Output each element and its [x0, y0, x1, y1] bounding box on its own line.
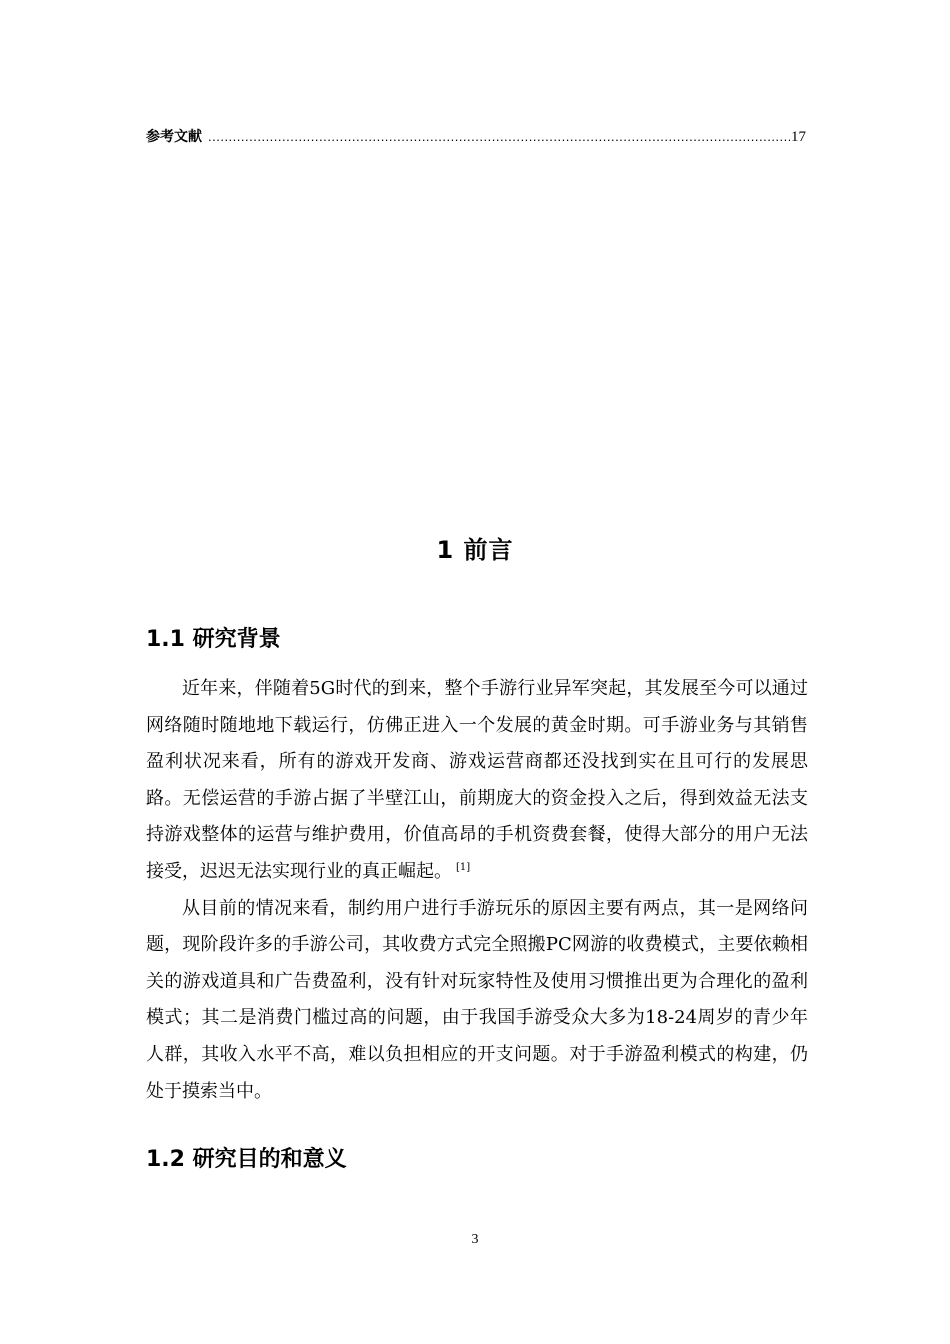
section-body-background	[146, 671, 808, 1110]
body-paragraph	[146, 671, 808, 891]
body-paragraph	[146, 891, 808, 1111]
page-number: 3	[471, 1232, 479, 1247]
section-heading-background: 1.1 研究背景	[146, 627, 281, 652]
citation-marker[interactable]: [1]	[456, 861, 471, 873]
toc-entry-page-number: 17	[791, 129, 806, 145]
toc-entry-label: 参考文献	[146, 129, 202, 145]
section-heading-purpose: 1.2 研究目的和意义	[146, 1147, 347, 1172]
paragraph-text: 近年来，伴随着5G时代的到来，整个手游行业异军突起，其发展至今可以通过网络随时随地地下载运行，仿佛正进入一个发展的黄金时期。可手游业务与其销售盈利状况来看，所有的游戏开发商、游戏运营商都还没找到实在且可行的发展思路。无偿运营的手游占据了半壁江山，前期庞大的资金投入之后，得到效益无法支持游戏整体的运营与维护费用，价值高昂的手机资费套餐，使得大部分的用户无法接受，迟迟无法实现行业的真正崛起。	[146, 678, 808, 882]
toc-entry-references[interactable]	[146, 126, 806, 150]
chapter-heading: 1 前言	[436, 536, 514, 564]
paragraph-text: 从目前的情况来看，制约用户进行手游玩乐的原因主要有两点，其一是网络问题，现阶段许多的手游公司，其收费方式完全照搬PC网游的收费模式，主要依赖相关的游戏道具和广告费盈利，没有针对玩家特性及使用习惯推出更为合理化的盈利模式；其二是消费门槛过高的问题，由于我国手游受众大多为18-24周岁的青少年人群，其收入水平不高，难以负担相应的开支问题。对于手游盈利模式的构建，仍处于摸索当中。	[146, 897, 808, 1102]
toc-leader-dots	[208, 129, 790, 144]
